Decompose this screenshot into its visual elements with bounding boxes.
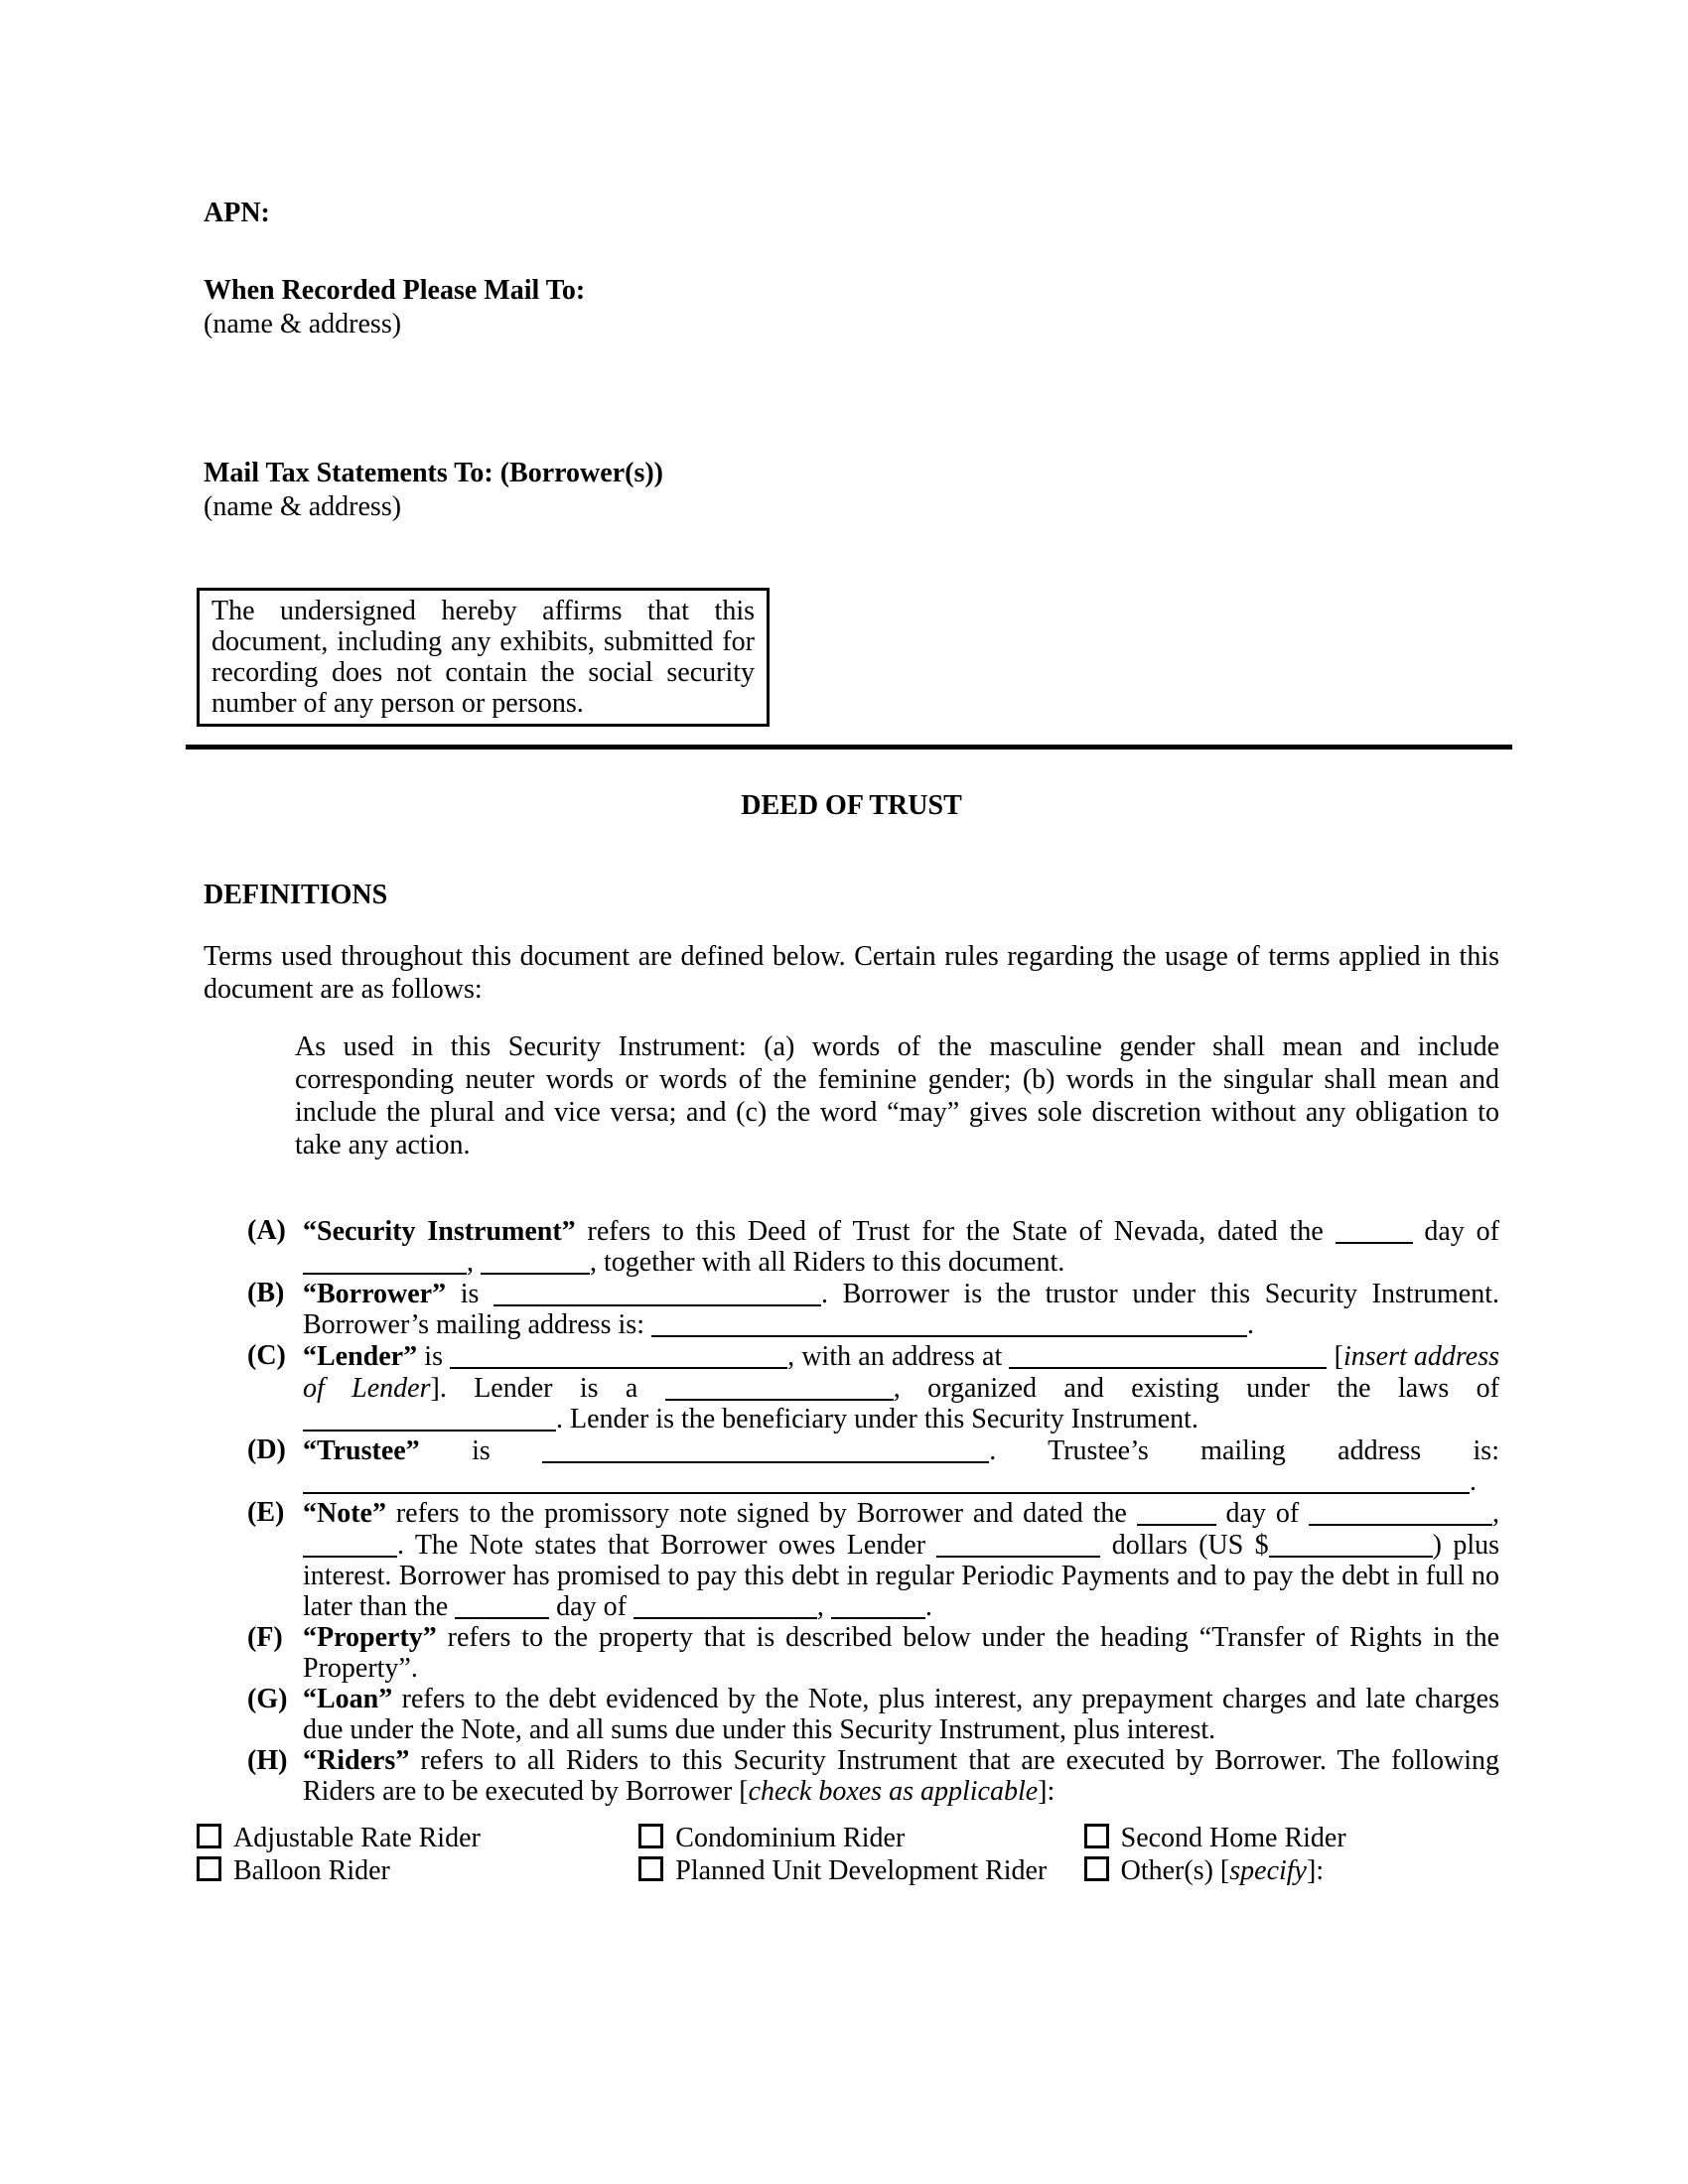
blank-field[interactable] [665,1372,894,1401]
horizontal-divider [186,745,1512,750]
checkbox-other-rider[interactable] [1084,1856,1109,1881]
definition-letter: (C) [247,1340,286,1372]
definitions-heading: DEFINITIONS [204,880,388,910]
mail-tax-subtitle: (name & address) [204,491,402,522]
definition-item-a [204,1215,1499,1278]
checkbox-second-home-rider[interactable] [1084,1824,1109,1848]
mail-tax-block [204,457,1499,524]
blank-field[interactable] [455,1591,549,1620]
definition-letter: (B) [247,1278,285,1309]
checkbox-balloon-rider[interactable] [197,1856,221,1881]
definition-item-b [204,1278,1499,1340]
rider-column-1 [197,1823,638,1888]
blank-field[interactable] [450,1340,787,1369]
blank-field[interactable] [1009,1340,1327,1369]
definition-text: “Property” refers to the property that is described below under the heading “Transfer of Rights in the Property”. [303,1622,1499,1685]
rider-column-2 [638,1823,1083,1888]
blank-field[interactable] [633,1591,817,1620]
checkbox-label: Second Home Rider [1120,1823,1346,1854]
blank-field[interactable] [936,1529,1100,1558]
affirmation-box: The undersigned hereby affirms that this document, including any exhibits, submitted for recording does not contain the social security number of any person or persons. [197,588,770,727]
rider-item-other [1084,1855,1499,1887]
definition-text: “Riders” refers to all Riders to this Security Instrument that are executed by Borrower. The following Riders are to be executed by Borrower [check boxes as applicable]: [303,1745,1499,1808]
blank-field[interactable] [831,1591,925,1620]
rider-item-planned-unit-development [638,1855,1055,1887]
definition-letter: (A) [247,1215,286,1246]
usage-rules-paragraph: As used in this Security Instrument: (a) words of the masculine gender shall mean and include corresponding neuter words or words of the feminine gender; (b) words in the singular shall mean and include the plural and vice versa; and (c) the word “may” gives sole discretion without any obligation to take any action. [295,1031,1499,1160]
blank-field[interactable] [1309,1497,1492,1526]
definition-letter: (D) [247,1434,286,1466]
when-recorded-subtitle: (name & address) [204,309,402,340]
definition-letter: (H) [247,1745,288,1777]
blank-field[interactable] [651,1309,1247,1338]
page-title: DEED OF TRUST [741,790,962,821]
definition-item-c [204,1340,1499,1434]
blank-field[interactable] [303,1529,397,1558]
definition-text: “Loan” refers to the debt evidenced by the Note, plus interest, any prepayment charges and late charges due under the Note, and all sums due under this Security Instrument, plus interest. [303,1684,1499,1746]
mail-tax-title: Mail Tax Statements To: (Borrower(s)) [204,458,663,488]
checkbox-condominium-rider[interactable] [638,1824,663,1848]
checkbox-label: Other(s) [specify]: [1120,1855,1325,1887]
checkbox-label: Adjustable Rate Rider [233,1823,481,1854]
checkbox-planned-unit-development-rider[interactable] [638,1856,663,1881]
rider-column-3 [1084,1823,1499,1888]
definition-item-h [204,1745,1499,1807]
blank-field[interactable] [542,1434,989,1463]
checkbox-adjustable-rate-rider[interactable] [197,1824,221,1848]
blank-field[interactable] [1269,1529,1433,1558]
blank-field[interactable] [303,1466,1470,1495]
when-recorded-block [204,274,1499,341]
checkbox-label: Balloon Rider [233,1855,390,1887]
definition-item-f [204,1622,1499,1684]
rider-item-condominium [638,1823,1055,1854]
rider-checkbox-section [197,1823,1499,1888]
apn-label: APN: [204,198,270,228]
checkbox-label: Condominium Rider [675,1823,906,1854]
definition-letter: (G) [247,1684,288,1715]
checkbox-label: Planned Unit Development Rider [675,1855,1048,1887]
definition-item-d [204,1434,1499,1497]
blank-field[interactable] [1336,1215,1413,1244]
definition-letter: (F) [247,1622,283,1654]
definition-text: “Security Instrument” refers to this Deed of Trust for the State of Nevada, dated the day of , , together with all Riders to this document. [303,1215,1499,1279]
rider-item-adjustable-rate [197,1823,638,1854]
blank-field[interactable] [303,1404,556,1433]
blank-field[interactable] [481,1247,590,1276]
definition-item-e [204,1497,1499,1622]
definition-letter: (E) [247,1497,285,1529]
definition-text: “Trustee” is . Trustee’s mailing address is: . [303,1434,1499,1498]
definition-text: “Lender” is , with an address at [insert address of Lender]. Lender is a , organized and existing under the laws of . Lender is the beneficiary under this Security Instrument. [303,1340,1500,1435]
rider-item-balloon [197,1855,638,1887]
blank-field[interactable] [493,1278,821,1306]
definition-text: “Borrower” is . Borrower is the trustor under this Security Instrument. Borrower’s mailing address is: . [303,1278,1499,1341]
definition-item-g [204,1684,1499,1745]
when-recorded-title: When Recorded Please Mail To: [204,275,586,306]
rider-item-second-home [1084,1823,1499,1854]
definitions-intro: Terms used throughout this document are defined below. Certain rules regarding the usage of terms applied in this document are as follows: [204,941,1499,1005]
definitions-list [204,1215,1499,1807]
blank-field[interactable] [1137,1497,1216,1526]
definition-text: “Note” refers to the promissory note signed by Borrower and dated the day of , . The Note states that Borrower owes Lender dollars (US $ ) plus interest. Borrower has promised to pay this debt in regular Periodic Payments and to pay the debt in full no later than the day of , . [303,1497,1499,1623]
blank-field[interactable] [303,1247,467,1276]
